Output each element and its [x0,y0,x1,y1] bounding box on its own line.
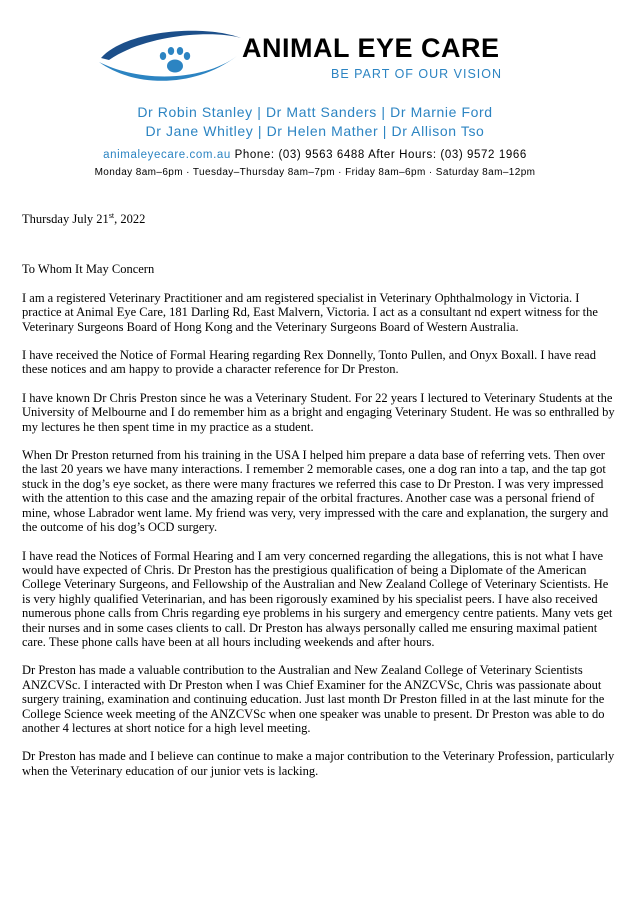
paragraph: I have received the Notice of Formal Hearing regarding Rex Donnelly, Tonto Pullen, and Onyx Boxall. I have read these notices and am happy to provide a character reference for Dr Preston. [22,348,596,377]
opening-hours: Monday 8am–6pm · Tuesday–Thursday 8am–7pm · Friday 8am–6pm · Saturday 8am–12pm [94,167,536,178]
paragraph: I have read the Notices of Formal Hearing and I am very concerned regarding the allegations, this is not what I have would have expected of Chris. Dr Preston has the prestigious qualification of being a Diplomate of the American College Veterinary Surgeons, and Fellowship of the Australian and New Zealand College of Veterinary Scientists. He is very highly qualified Veterinarian, and has been rigorously examined by his specialist peers. I have also received numerous phone calls from Chris regarding eye problems in his surgery and emergency centre patients. Many vets get their nurses and in some cases clients to call. Dr Preston has always personally called me ensuring maximal patient care. These phone calls have been at all hours including weekends and after hours. [22,548,613,649]
date-prefix: Thursday July 21 [22,212,109,226]
date-year: , 2022 [114,212,146,226]
letter-date [22,212,618,226]
tagline: BE PART OF OUR VISION [331,67,503,81]
greeting: To Whom It May Concern [22,262,155,277]
vets-list-line-1: Dr Robin Stanley | Dr Matt Sanders | Dr Marnie Ford [137,104,493,120]
vets-list-line-2: Dr Jane Whitley | Dr Helen Mather | Dr Allison Tso [145,123,485,139]
paragraph: Dr Preston has made and I believe can continue to make a major contribution to the Veterinary Profession, particularly when the Veterinary education of our junior vets is lacking. [22,749,615,778]
letterhead [0,0,630,190]
website-link[interactable]: animaleyecare.com.au [103,149,231,161]
phone-text: Phone: (03) 9563 6488 After Hours: (03) 9572 1966 [230,149,527,161]
paragraph: I am a registered Veterinary Practitioner and am registered specialist in Veterinary Ophthalmology in Victoria. I practice at Animal Eye Care, 181 Darling Rd, East Malvern, Victoria. I act as a consultant nd expert witness for the Veterinary Surgeons Board of Hong Kong and the Veterinary Surgeons Board of Western Australia. [22,290,598,334]
contact-line [0,149,630,161]
letter-body [22,212,618,792]
eye-paw-logo-icon [95,22,245,92]
paragraph: When Dr Preston returned from his training in the USA I helped him prepare a data base of referring vets. Then over the last 20 years we have many interactions. I remember 2 memorable cases, one a dog ran into a tap, and the tap got stuck in the dog’s eye socket, as there were many fractures we referred this case to Dr Preston. I was very impressed with the attention to this case and the amazing repair of the orbital fractures. Another case was a personal friend of mine, whose Labrador went lame. My friend was very, very impressed with the care and explanation, the surgery and the outcome of his dog’s OCD surgery. [22,448,609,535]
date-ordinal: st [108,210,115,220]
brand-name: ANIMAL EYE CARE [242,33,500,63]
paragraph: Dr Preston has made a valuable contribution to the Australian and New Zealand College of Veterinary Scientists ANZCVSc. I interacted with Dr Preston when I was Chief Examiner for the ANZCVSc, Chris was passionate about surgery training, examination and continuing education. Just last month Dr Preston filled in at the last minute for the College Science week meeting of the ANZCVSc when one speaker was unable to present. Dr Preston was able to do another 4 lectures at short notice for a high level meeting. [22,663,605,735]
paragraph: I have known Dr Chris Preston since he was a Veterinary Student. For 22 years I lectured to Veterinary Students at the University of Melbourne and I do remember him as a bright and engaging Veterinary Student. He was so enthralled by my lectures he then spent time in my practice as a student. [22,390,615,434]
